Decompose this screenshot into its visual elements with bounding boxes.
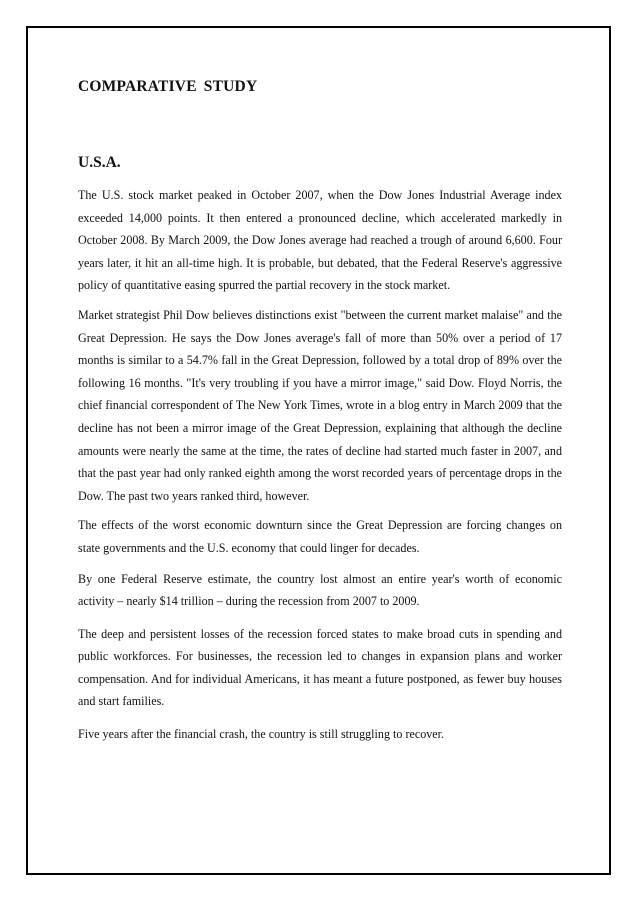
- paragraph-market-strategist: Market strategist Phil Dow believes distinctions exist "between the current market malaise" and the Great Depression. He says the Dow Jones average's fall of more than 50% over a period of 17 months is similar to a 54.7% fall in the Great Depression, followed by a total drop of 89% over the following 16 months. "It's very troubling if you have a mirror image," said Dow. Floyd Norris, the chief financial correspondent of The New York Times, wrote in a blog entry in March 2009 that the decline has not been a mirror image of the Great Depression, explaining that although the decline amounts were nearly the same at the time, the rates of decline had started much faster in 2007, and that the past year had only ranked eighth among the worst recorded years of percentage drops in the Dow. The past two years ranked third, however.: [78, 307, 562, 503]
- paragraph-economic-downturn-effects: The effects of the worst economic downturn since the Great Depression are forcing changes on state governments and the U.S. economy that could linger for decades.: [78, 518, 562, 555]
- paragraph-stock-market-peak: The U.S. stock market peaked in October 2007, when the Dow Jones Industrial Average index exceeded 14,000 points. It then entered a pronounced decline, which accelerated markedly in October 2008. By March 2009, the Dow Jones average had reached a trough of around 6,600. Four years later, it hit an all-time high. It is probable, but debated, that the Federal Reserve's aggressive policy of quantitative easing spurred the partial recovery in the stock market.: [78, 188, 562, 293]
- paragraph-federal-reserve-estimate: By one Federal Reserve estimate, the country lost almost an entire year's worth of economic activity – nearly $14 trillion – during the recession from 2007 to 2009.: [78, 571, 562, 609]
- paragraph-persistent-losses: The deep and persistent losses of the recession forced states to make broad cuts in spending and public workforces. For businesses, the recession led to changes in expansion plans and worker compensation. And for individual Americans, it has meant a future postponed, as fewer buy houses and start families.: [78, 626, 562, 709]
- document-title: COMPARATIVE STUDY: [78, 78, 258, 95]
- paragraph-five-years-after: Five years after the financial crash, the country is still struggling to recover.: [78, 727, 445, 742]
- document-body: [78, 76, 562, 746]
- section-heading-usa: U.S.A.: [78, 154, 121, 171]
